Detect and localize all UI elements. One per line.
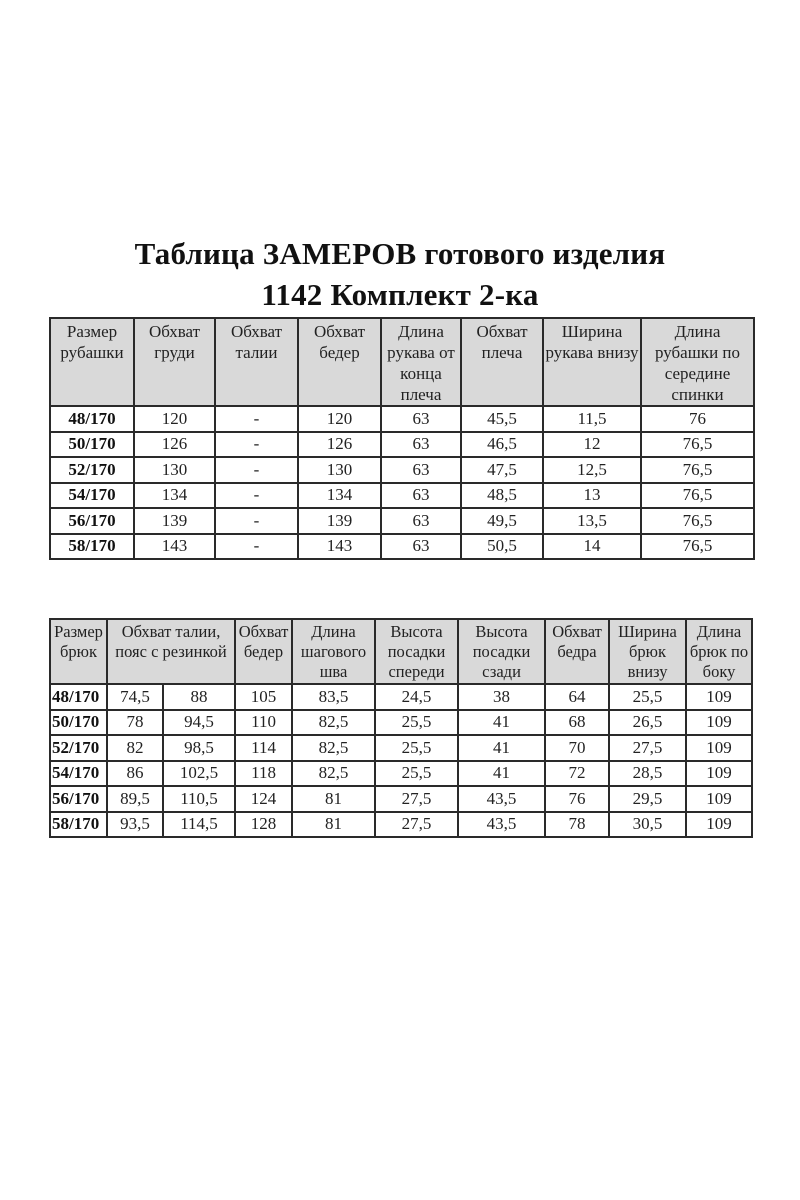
cell: 82,5 [292,761,375,787]
cell: 76,5 [641,432,754,458]
cell: 120 [134,406,215,432]
cell: 48,5 [461,483,543,509]
cell: 110,5 [163,786,235,812]
cell: 25,5 [375,761,458,787]
col-header-waist: Обхват талии [215,318,298,406]
cell: 76,5 [641,508,754,534]
cell: 63 [381,508,461,534]
cell: 139 [298,508,381,534]
col-header-chest: Обхват груди [134,318,215,406]
cell: 14 [543,534,641,560]
col-header-size: Размер рубашки [50,318,134,406]
cell: 29,5 [609,786,686,812]
cell: - [215,432,298,458]
col-header-hips: Обхват бедер [298,318,381,406]
cell: 64 [545,684,609,710]
table-row [50,483,754,509]
cell: 76,5 [641,457,754,483]
col-header-sleeve-width: Ширина рукава внизу [543,318,641,406]
cell: 88 [163,684,235,710]
cell: 13,5 [543,508,641,534]
cell: 114 [235,735,292,761]
cell: 81 [292,786,375,812]
shirt-measurements-table [49,317,755,560]
size-cell: 48/170 [50,406,134,432]
col-header-outseam: Длина брюк по боку [686,619,752,684]
cell: 126 [134,432,215,458]
cell: 110 [235,710,292,736]
cell: 63 [381,483,461,509]
cell: 74,5 [107,684,163,710]
table-row [50,432,754,458]
cell: 30,5 [609,812,686,838]
cell: 38 [458,684,545,710]
size-cell: 56/170 [50,508,134,534]
cell: 45,5 [461,406,543,432]
table-row [50,684,752,710]
col-header-size: Размер брюк [50,619,107,684]
cell: 109 [686,761,752,787]
cell: 47,5 [461,457,543,483]
size-cell: 58/170 [50,812,107,838]
cell: 143 [298,534,381,560]
size-cell: 58/170 [50,534,134,560]
cell: 12,5 [543,457,641,483]
cell: 43,5 [458,786,545,812]
cell: 124 [235,786,292,812]
cell: 49,5 [461,508,543,534]
cell: 27,5 [375,786,458,812]
col-header-front-rise: Высота посадки спереди [375,619,458,684]
cell: 76 [545,786,609,812]
cell: 82 [107,735,163,761]
cell: 76 [641,406,754,432]
table-row [50,786,752,812]
cell: 139 [134,508,215,534]
size-cell: 50/170 [50,710,107,736]
cell: 126 [298,432,381,458]
cell: 82,5 [292,735,375,761]
cell: 76,5 [641,483,754,509]
table-row [50,457,754,483]
table-row [50,710,752,736]
cell: 93,5 [107,812,163,838]
document-subtitle: 1142 Комплект 2-ка [261,277,539,312]
cell: 83,5 [292,684,375,710]
cell: 41 [458,735,545,761]
cell: 134 [134,483,215,509]
size-cell: 54/170 [50,483,134,509]
cell: 109 [686,735,752,761]
table-row [50,534,754,560]
cell: 89,5 [107,786,163,812]
cell: 63 [381,534,461,560]
size-cell: 54/170 [50,761,107,787]
cell: 130 [134,457,215,483]
size-cell: 56/170 [50,786,107,812]
col-header-leg-opening: Ширина брюк внизу [609,619,686,684]
cell: 41 [458,761,545,787]
table-row [50,812,752,838]
table-row [50,761,752,787]
cell: 63 [381,406,461,432]
cell: 28,5 [609,761,686,787]
cell: 63 [381,457,461,483]
cell: - [215,508,298,534]
cell: 68 [545,710,609,736]
cell: 41 [458,710,545,736]
col-header-hips: Обхват бедер [235,619,292,684]
cell: 105 [235,684,292,710]
cell: - [215,457,298,483]
cell: 78 [107,710,163,736]
cell: 120 [298,406,381,432]
col-header-back-rise: Высота посадки сзади [458,619,545,684]
size-cell: 52/170 [50,457,134,483]
cell: 12 [543,432,641,458]
document-title: Таблица ЗАМЕРОВ готового изделия [134,236,666,271]
cell: 109 [686,684,752,710]
cell: 128 [235,812,292,838]
table-row [50,406,754,432]
size-cell: 50/170 [50,432,134,458]
cell: 25,5 [375,710,458,736]
header-row [50,318,754,406]
cell: 86 [107,761,163,787]
cell: 98,5 [163,735,235,761]
cell: 63 [381,432,461,458]
col-header-waist: Обхват талии, пояс с резинкой [107,619,235,684]
cell: 130 [298,457,381,483]
header-row [50,619,752,684]
cell: 78 [545,812,609,838]
pants-measurements-table [49,618,753,838]
cell: 143 [134,534,215,560]
cell: 26,5 [609,710,686,736]
col-header-sleeve-length: Длина рукава от конца плеча [381,318,461,406]
cell: 114,5 [163,812,235,838]
cell: - [215,483,298,509]
table-row [50,508,754,534]
cell: 13 [543,483,641,509]
col-header-inseam: Длина шагового шва [292,619,375,684]
cell: - [215,406,298,432]
cell: 109 [686,786,752,812]
col-header-shirt-length: Длина рубашки по середине спинки [641,318,754,406]
col-header-shoulder: Обхват плеча [461,318,543,406]
cell: 11,5 [543,406,641,432]
cell: 25,5 [609,684,686,710]
table-row [50,735,752,761]
cell: 46,5 [461,432,543,458]
size-cell: 52/170 [50,735,107,761]
cell: 72 [545,761,609,787]
cell: 43,5 [458,812,545,838]
cell: 134 [298,483,381,509]
cell: 118 [235,761,292,787]
cell: 27,5 [375,812,458,838]
cell: 70 [545,735,609,761]
size-cell: 48/170 [50,684,107,710]
cell: 109 [686,710,752,736]
cell: 109 [686,812,752,838]
cell: 50,5 [461,534,543,560]
cell: 82,5 [292,710,375,736]
cell: 76,5 [641,534,754,560]
cell: 25,5 [375,735,458,761]
cell: 94,5 [163,710,235,736]
cell: - [215,534,298,560]
col-header-thigh: Обхват бедра [545,619,609,684]
cell: 81 [292,812,375,838]
cell: 102,5 [163,761,235,787]
cell: 27,5 [609,735,686,761]
cell: 24,5 [375,684,458,710]
